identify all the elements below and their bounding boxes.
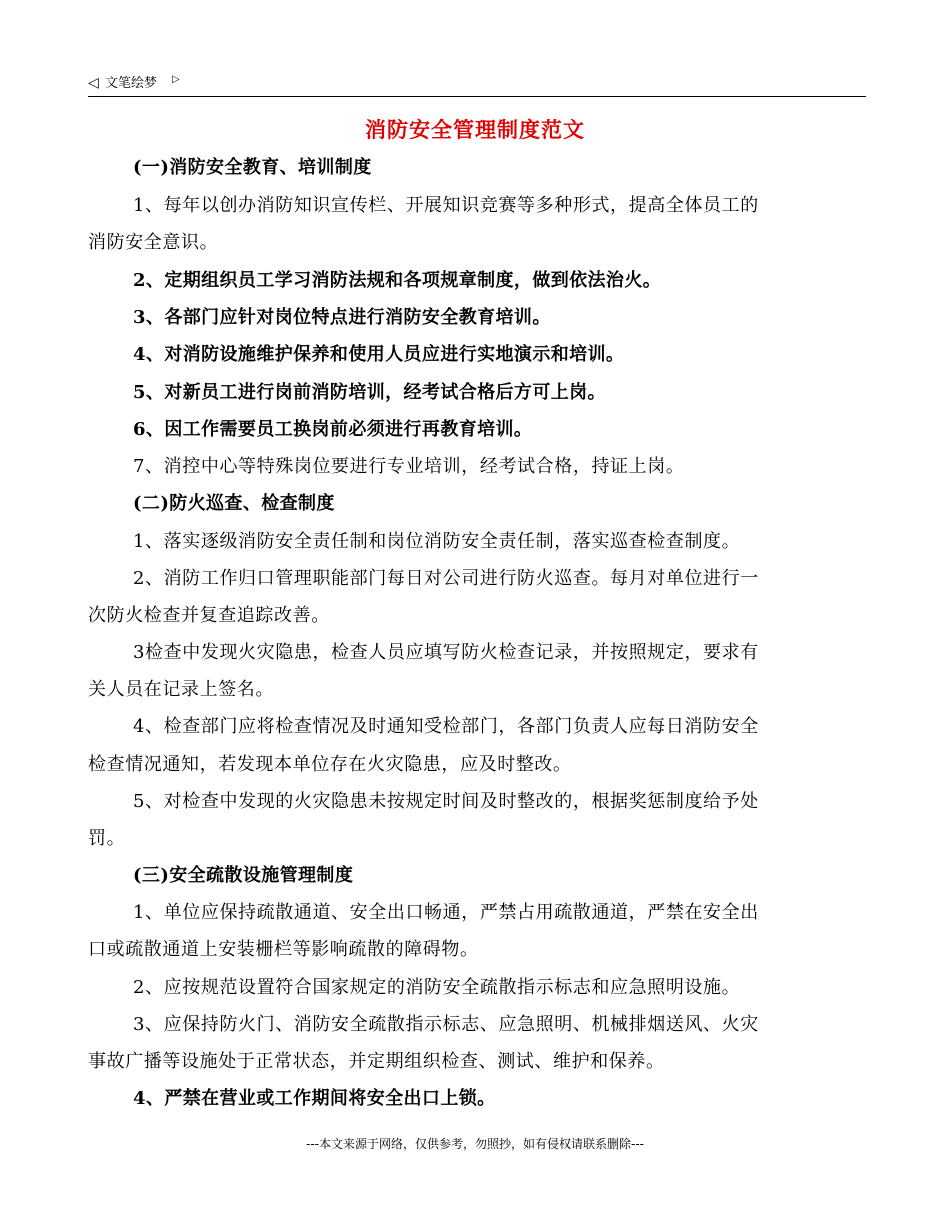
text-line: 口或疏散通道上安装栅栏等影响疏散的障碍物。 [88, 939, 479, 960]
text-line: 次防火检查并复查追踪改善。 [88, 605, 330, 626]
text-line: 5、对检查中发现的火灾隐患未按规定时间及时整改的，根据奖惩制度给予处 [133, 791, 759, 812]
text-line: 罚。 [88, 828, 126, 849]
page-header [88, 72, 866, 97]
text-line: 2、定期组织员工学习消防法规和各项规章制度，做到依法治火。 [133, 270, 662, 291]
text-line: 1、单位应保持疏散通道、安全出口畅通，严禁占用疏散通道，严禁在安全出 [133, 902, 759, 923]
text-line: (三)安全疏散设施管理制度 [133, 865, 354, 886]
text-line: 1、每年以创办消防知识宣传栏、开展知识竞赛等多种形式，提高全体员工的 [133, 195, 759, 216]
text-line: (二)防火巡查、检查制度 [133, 493, 335, 514]
text-line: 1、落实逐级消防安全责任制和岗位消防安全责任制，落实巡查检查制度。 [133, 531, 741, 552]
text-line: 消防安全意识。 [88, 232, 219, 253]
text-line: 7、消控中心等特殊岗位要进行专业培训，经考试合格，持证上岗。 [133, 456, 685, 477]
page-footer: ---本文来源于网络，仅供参考，勿照抄，如有侵权请联系删除--- [306, 1137, 644, 1151]
text-line: 4、检查部门应将检查情况及时通知受检部门，各部门负责人应每日消防安全 [133, 716, 759, 737]
text-line: 检查情况通知，若发现本单位存在火灾隐患，应及时整改。 [88, 754, 572, 775]
text-line: 2、应按规范设置符合国家规定的消防安全疏散指示标志和应急照明设施。 [133, 977, 741, 998]
text-line: 5、对新员工进行岗前消防培训，经考试合格后方可上岗。 [133, 382, 606, 403]
text-line: 6、因工作需要员工换岗前必须进行再教育培训。 [133, 419, 533, 440]
text-line: (一)消防安全教育、培训制度 [133, 157, 372, 178]
text-line: 4、对消防设施维护保养和使用人员应进行实地演示和培训。 [133, 344, 625, 365]
text-line: 2、消防工作归口管理职能部门每日对公司进行防火巡查。每月对单位进行一 [133, 568, 759, 589]
text-line: 3、应保持防火门、消防安全疏散指示标志、应急照明、机械排烟送风、火灾 [133, 1014, 759, 1035]
text-line: 4、严禁在营业或工作期间将安全出口上锁。 [133, 1088, 496, 1109]
text-line: 事故广播等设施处于正常状态，并定期组织检查、测试、维护和保养。 [88, 1051, 665, 1072]
text-line: 关人员在记录上签名。 [88, 679, 274, 700]
triangle-right-icon: ▷ [172, 74, 180, 85]
triangle-left-icon: ◁ [88, 75, 99, 91]
document-title: 消防安全管理制度范文 [365, 117, 585, 142]
text-line: 3、各部门应针对岗位特点进行消防安全教育培训。 [133, 307, 551, 328]
text-line: 3检查中发现火灾隐患，检查人员应填写防火检查记录，并按照规定，要求有 [133, 642, 759, 663]
header-brand: 文笔绘梦 [105, 76, 158, 91]
